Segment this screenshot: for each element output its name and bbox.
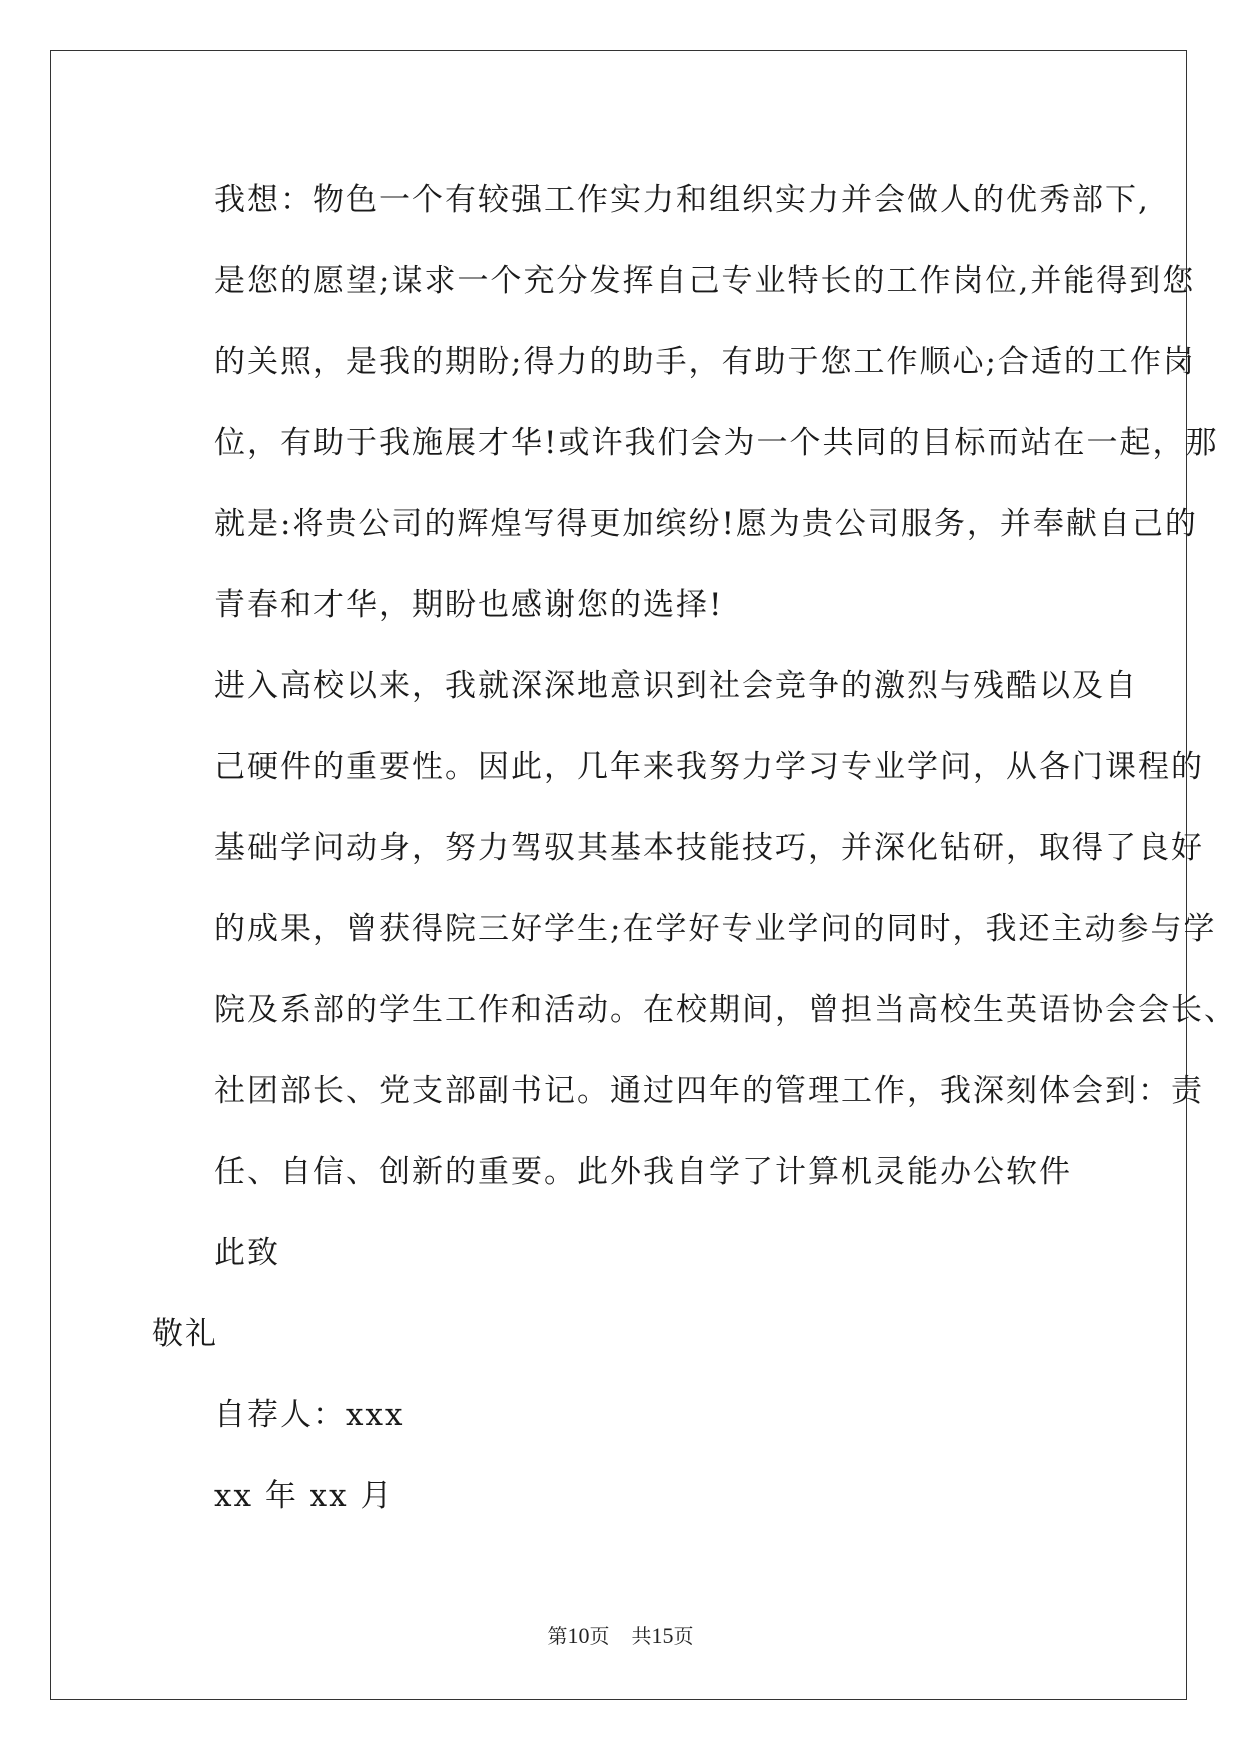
signature: 自荐人：xxx (214, 1397, 405, 1433)
regards: 敬礼 (152, 1316, 218, 1352)
paragraph-2 (152, 646, 1237, 1213)
paragraph-line: 就是:将贵公司的辉煌写得更加缤纷!愿为贵公司服务，并奉献自己的 (214, 506, 1198, 542)
paragraph-line: 院及系部的学生工作和活动。在校期间，曾担当高校生英语协会会长、 (214, 992, 1237, 1028)
paragraph-line: 的成果，曾获得院三好学生;在学好专业学问的同时，我还主动参与学 (214, 911, 1217, 947)
total-suffix: 页 (673, 1624, 694, 1648)
page-footer (0, 1620, 1241, 1649)
paragraph-line: 位，有助于我施展才华!或许我们会为一个共同的目标而站在一起，那 (214, 425, 1219, 461)
paragraph-line: 社团部长、党支部副书记。通过四年的管理工作，我深刻体会到：责 (214, 1073, 1204, 1109)
paragraph-1 (152, 160, 1219, 646)
total-page-number: 15 (651, 1623, 674, 1648)
paragraph-line: 己硬件的重要性。因此，几年来我努力学习专业学问，从各门课程的 (214, 749, 1204, 785)
salutation: 此致 (214, 1235, 280, 1271)
paragraph-line: 基础学问动身，努力驾驭其基本技能技巧，并深化钻研，取得了良好 (214, 830, 1204, 866)
paragraph-line: 我想：物色一个有较强工作实力和组织实力并会做人的优秀部下, (214, 182, 1150, 218)
total-prefix: 共 (631, 1624, 652, 1648)
page-mid: 页 (589, 1624, 610, 1648)
paragraph-line: 青春和才华，期盼也感谢您的选择! (214, 587, 724, 623)
paragraph-line: 任、自信、创新的重要。此外我自学了计算机灵能办公软件 (214, 1154, 1072, 1190)
date: xx 年 xx 月 (214, 1478, 394, 1514)
paragraph-line: 是您的愿望;谋求一个充分发挥自己专业特长的工作岗位,并能得到您 (214, 263, 1196, 299)
paragraph-line: 进入高校以来，我就深深地意识到社会竞争的激烈与残酷以及自 (214, 668, 1138, 704)
current-page-number: 10 (567, 1623, 590, 1648)
paragraph-line: 的关照，是我的期盼;得力的助手，有助于您工作顺心;合适的工作岗 (214, 344, 1196, 380)
document-body (152, 160, 1237, 1537)
page-prefix: 第 (547, 1624, 568, 1648)
